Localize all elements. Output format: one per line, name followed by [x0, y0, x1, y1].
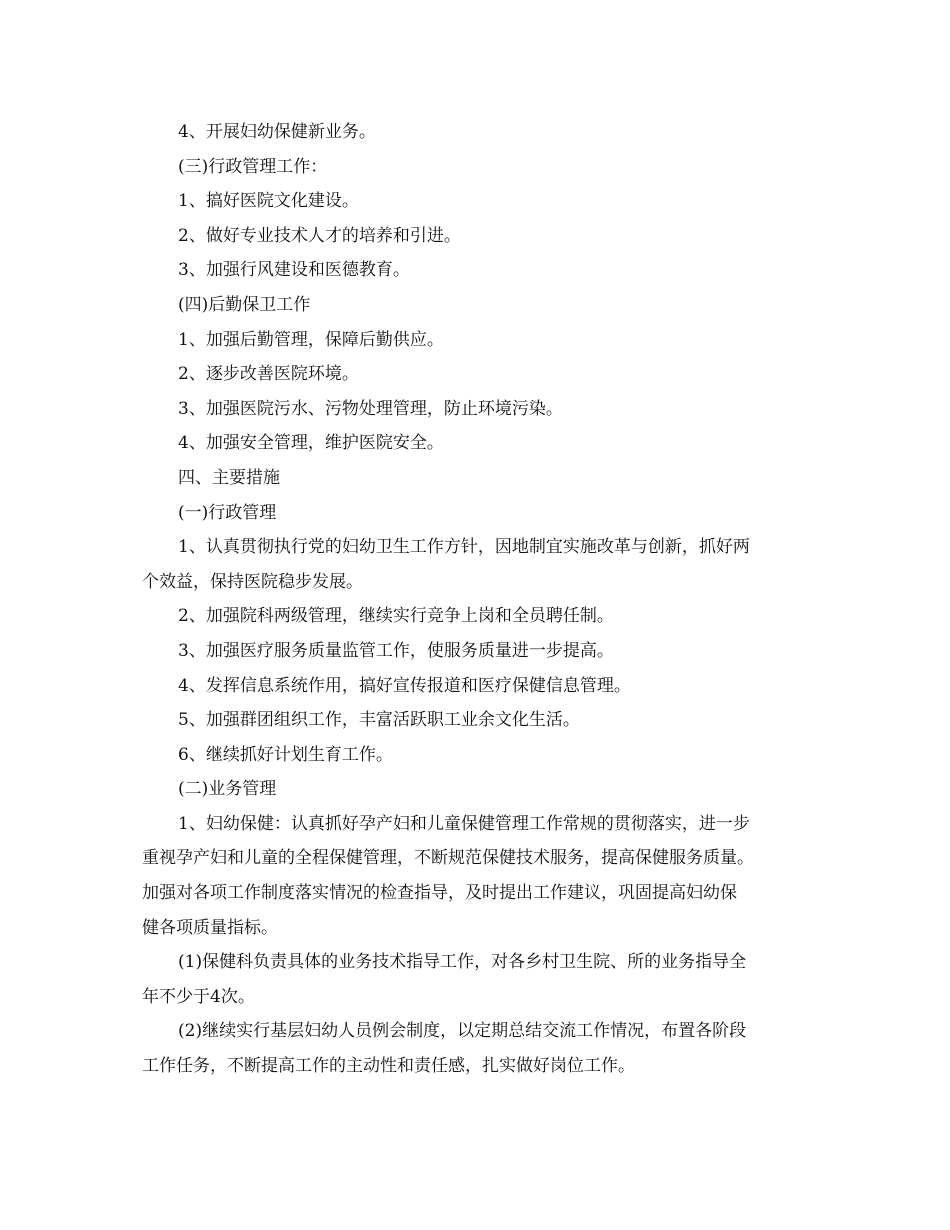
paragraph-continuation-line: 重视孕产妇和儿童的全程保健管理，不断规范保健技术服务，提高保健服务质量。: [142, 848, 754, 869]
paragraph-line: 4、开展妇幼保健新业务。: [178, 122, 376, 142]
paragraph-continuation-line: 工作任务，不断提高工作的主动性和责任感，扎实做好岗位工作。: [142, 1056, 635, 1077]
paragraph-line: 4、加强安全管理，维护医院安全。: [178, 433, 444, 454]
paragraph-line: 3、加强医疗服务质量监管工作，使服务质量进一步提高。: [178, 640, 614, 661]
paragraph-line: 3、加强行风建设和医德教育。: [178, 260, 410, 281]
paragraph-line: (2)继续实行基层妇幼人员例会制度，以定期总结交流工作情况，布置各阶段: [178, 1021, 747, 1042]
paragraph-line: (三)行政管理工作：: [178, 156, 328, 177]
paragraph-continuation-line: 加强对各项工作制度落实情况的检查指导，及时提出工作建议，巩固提高妇幼保: [142, 883, 737, 904]
paragraph-continuation-line: 年不少于4次。: [142, 986, 255, 1007]
paragraph-line: 1、认真贯彻执行党的妇幼卫生工作方针，因地制宜实施改革与创新，抓好两: [178, 537, 750, 558]
paragraph-line: 四、主要措施: [178, 467, 280, 488]
paragraph-line: 4、发挥信息系统作用，搞好宣传报道和医疗保健信息管理。: [178, 675, 631, 696]
paragraph-line: (1)保健科负责具体的业务技术指导工作，对各乡村卫生院、所的业务指导全: [178, 952, 747, 973]
document-body: [142, 115, 812, 1084]
paragraph-line: 3、加强医院污水、污物处理管理，防止环境污染。: [178, 398, 563, 419]
paragraph-line: 2、做好专业技术人才的培养和引进。: [178, 225, 461, 246]
paragraph-line: 1、妇幼保健：认真抓好孕产妇和儿童保健管理工作常规的贯彻落实，进一步: [178, 813, 750, 834]
paragraph-line: (二)业务管理: [178, 779, 277, 800]
paragraph-continuation-line: 健各项质量指标。: [142, 917, 278, 938]
paragraph-continuation-line: 个效益，保持医院稳步发展。: [142, 571, 363, 592]
paragraph-line: (四)后勤保卫工作: [178, 294, 311, 315]
paragraph-line: 1、搞好医院文化建设。: [178, 191, 359, 212]
paragraph-line: 2、加强院科两级管理，继续实行竞争上岗和全员聘任制。: [178, 606, 614, 627]
paragraph-line: 6、继续抓好计划生育工作。: [178, 744, 393, 765]
paragraph-line: 1、加强后勤管理，保障后勤供应。: [178, 329, 444, 350]
paragraph-line: (一)行政管理: [178, 502, 277, 523]
paragraph-line: 2、逐步改善医院环境。: [178, 364, 359, 385]
paragraph-line: 5、加强群团组织工作，丰富活跃职工业余文化生活。: [178, 710, 580, 731]
